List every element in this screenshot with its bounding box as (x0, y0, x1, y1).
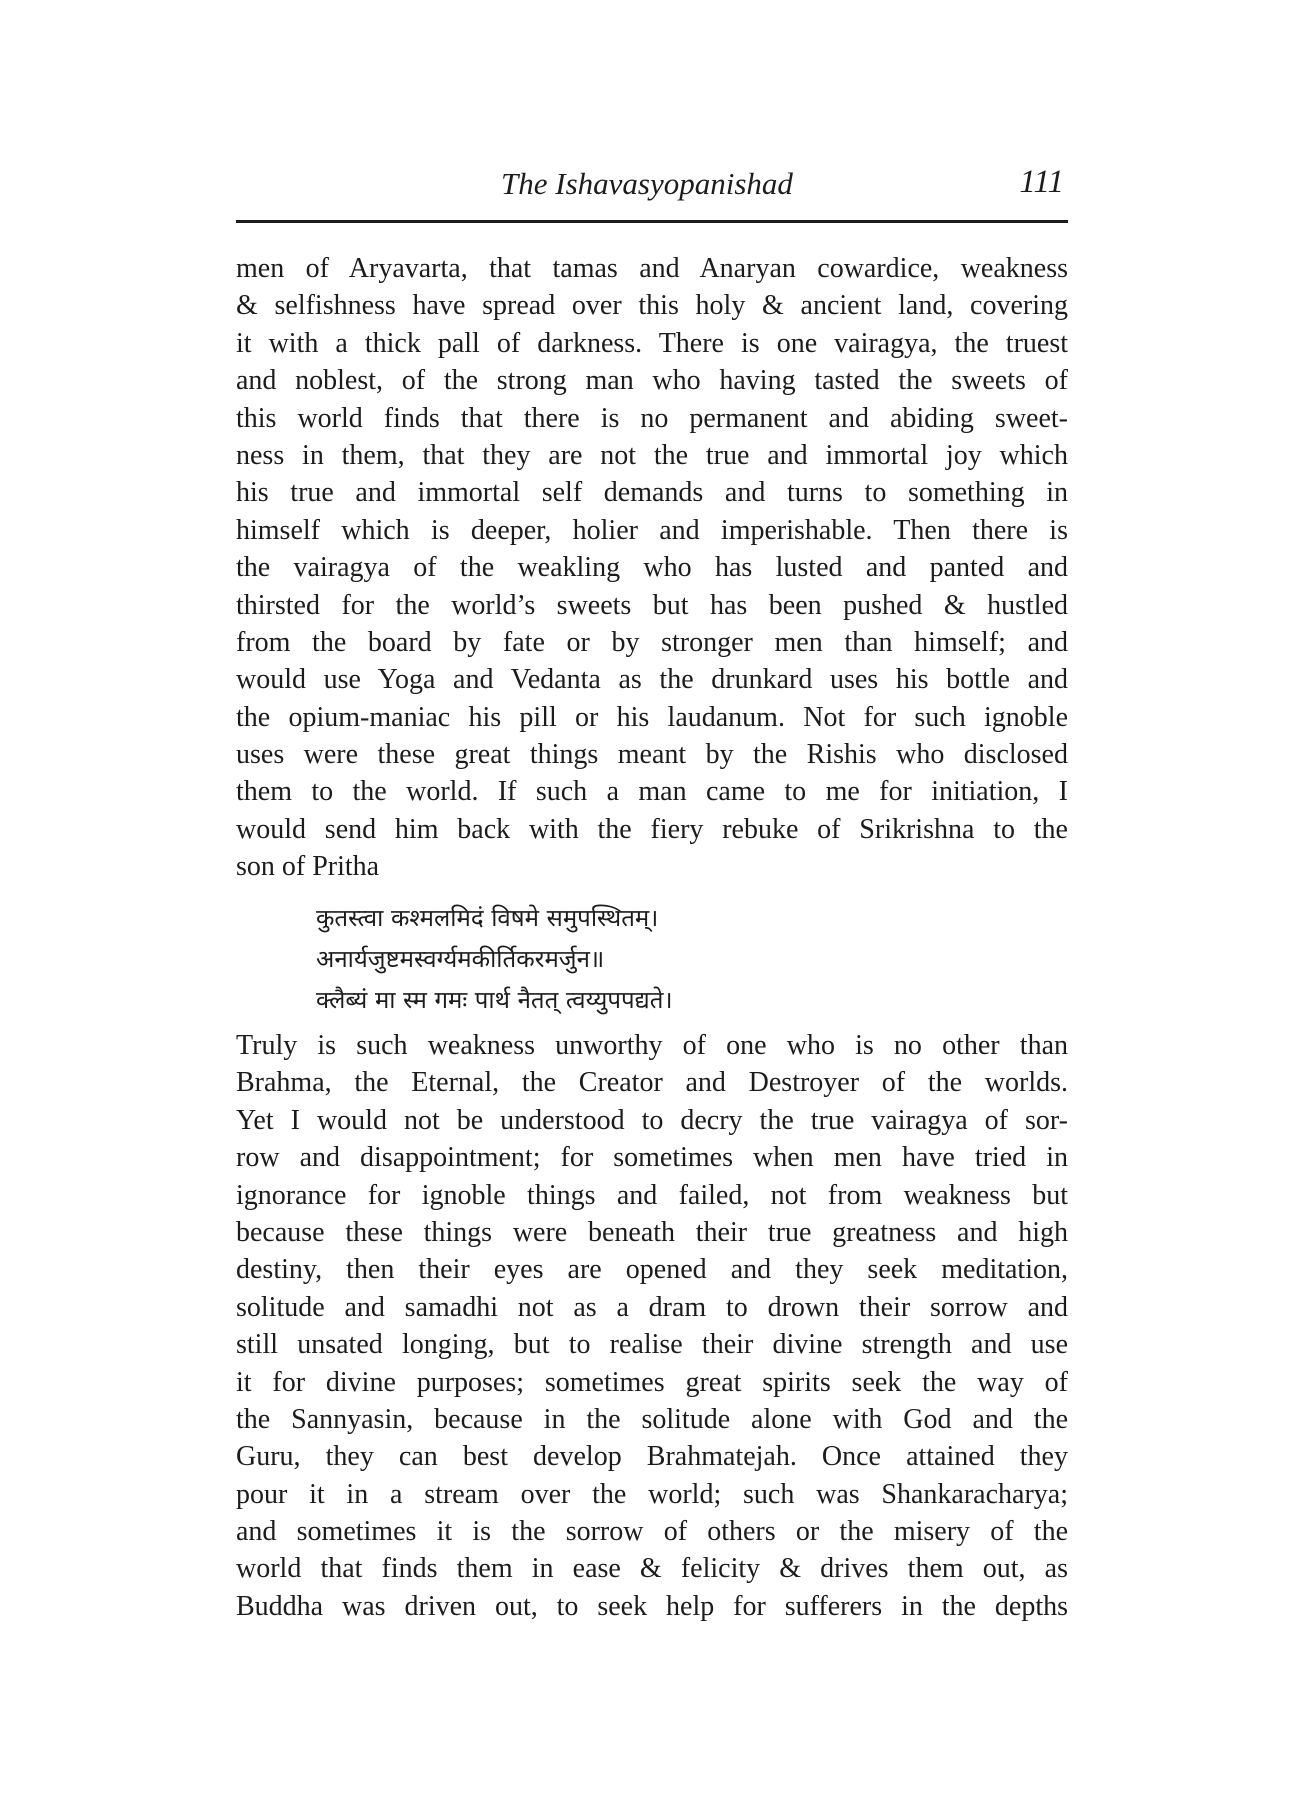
text-line: the vairagya of the weakling who has lusted and panted and (236, 552, 1068, 584)
text-line: uses were these great things meant by the Rishis who disclosed (236, 739, 1068, 771)
text-line: destiny, then their eyes are opened and they seek meditation, (236, 1254, 1068, 1286)
verse-line: क्लैब्यं मा स्म गमः पार्थ नैतत् त्वय्युपपद्यते। (316, 986, 673, 1014)
paragraph-1 (236, 250, 1068, 886)
text-line: Yet I would not be understood to decry the true vairagya of sor- (236, 1104, 1068, 1136)
page-number: 111 (1019, 164, 1064, 200)
text-line: would send him back with the fiery rebuke of Srikrishna to the (236, 813, 1068, 845)
text-line: it with a thick pall of darkness. There is one vairagya, the truest (236, 327, 1068, 359)
text-line: row and disappointment; for sometimes when men have tried in (236, 1142, 1068, 1174)
text-line: Truly is such weakness unworthy of one who is no other than (236, 1030, 1068, 1061)
text-line: from the board by fate or by stronger men than himself; and (236, 626, 1068, 658)
text-line: ignorance for ignoble things and failed, not from weakness but (236, 1179, 1068, 1211)
text-line: because these things were beneath their true greatness and high (236, 1216, 1068, 1248)
text-line: the Sannyasin, because in the solitude alone with God and the (236, 1403, 1068, 1435)
text-line: them to the world. If such a man came to me for initiation, I (236, 776, 1068, 808)
text-line: and sometimes it is the sorrow of others or the misery of the (236, 1516, 1068, 1548)
text-line: & selfishness have spread over this holy & ancient land, covering (236, 290, 1068, 322)
text-line: it for divine purposes; sometimes great spirits seek the way of (236, 1366, 1068, 1398)
text-line: the opium-maniac his pill or his laudanum. Not for such ignoble (236, 701, 1068, 733)
text-line: Guru, they can best develop Brahmatejah. Once attained they (236, 1441, 1068, 1473)
running-head (236, 158, 1068, 223)
verse-line: अनार्यजुष्टमस्वर्ग्यमकीर्तिकरमर्जुन॥ (316, 945, 605, 973)
text-line: this world finds that there is no permanent and abiding sweet- (236, 402, 1068, 434)
text-line: Brahma, the Eternal, the Creator and Destroyer of the worlds. (236, 1067, 1068, 1099)
text-line: would use Yoga and Vedanta as the drunkard uses his bottle and (236, 664, 1068, 696)
text-line: and noblest, of the strong man who having tasted the sweets of (236, 365, 1068, 397)
text-line: solitude and samadhi not as a dram to drown their sorrow and (236, 1291, 1068, 1323)
sanskrit-verse (316, 898, 996, 1021)
text-line: thirsted for the world’s sweets but has been pushed & hustled (236, 589, 1068, 621)
text-line: son of Pritha (236, 851, 380, 883)
running-title: The Ishavasyopanishad (501, 166, 793, 201)
text-line: himself which is deeper, holier and imperishable. Then there is (236, 514, 1068, 546)
text-line: his true and immortal self demands and turns to something in (236, 477, 1068, 509)
verse-line: कुतस्त्वा कश्मलमिदं विषमे समुपस्थितम्। (316, 904, 659, 932)
paragraph-2 (236, 1027, 1068, 1625)
text-line: still unsated longing, but to realise their divine strength and use (236, 1329, 1068, 1361)
text-line: world that finds them in ease & felicity & drives them out, as (236, 1553, 1068, 1585)
text-line: Buddha was driven out, to seek help for sufferers in the depths (236, 1590, 1068, 1622)
text-line: men of Aryavarta, that tamas and Anaryan cowardice, weakness (236, 253, 1068, 284)
text-line: ness in them, that they are not the true and immortal joy which (236, 439, 1068, 471)
text-line: pour it in a stream over the world; such was Shankaracharya; (236, 1478, 1068, 1510)
